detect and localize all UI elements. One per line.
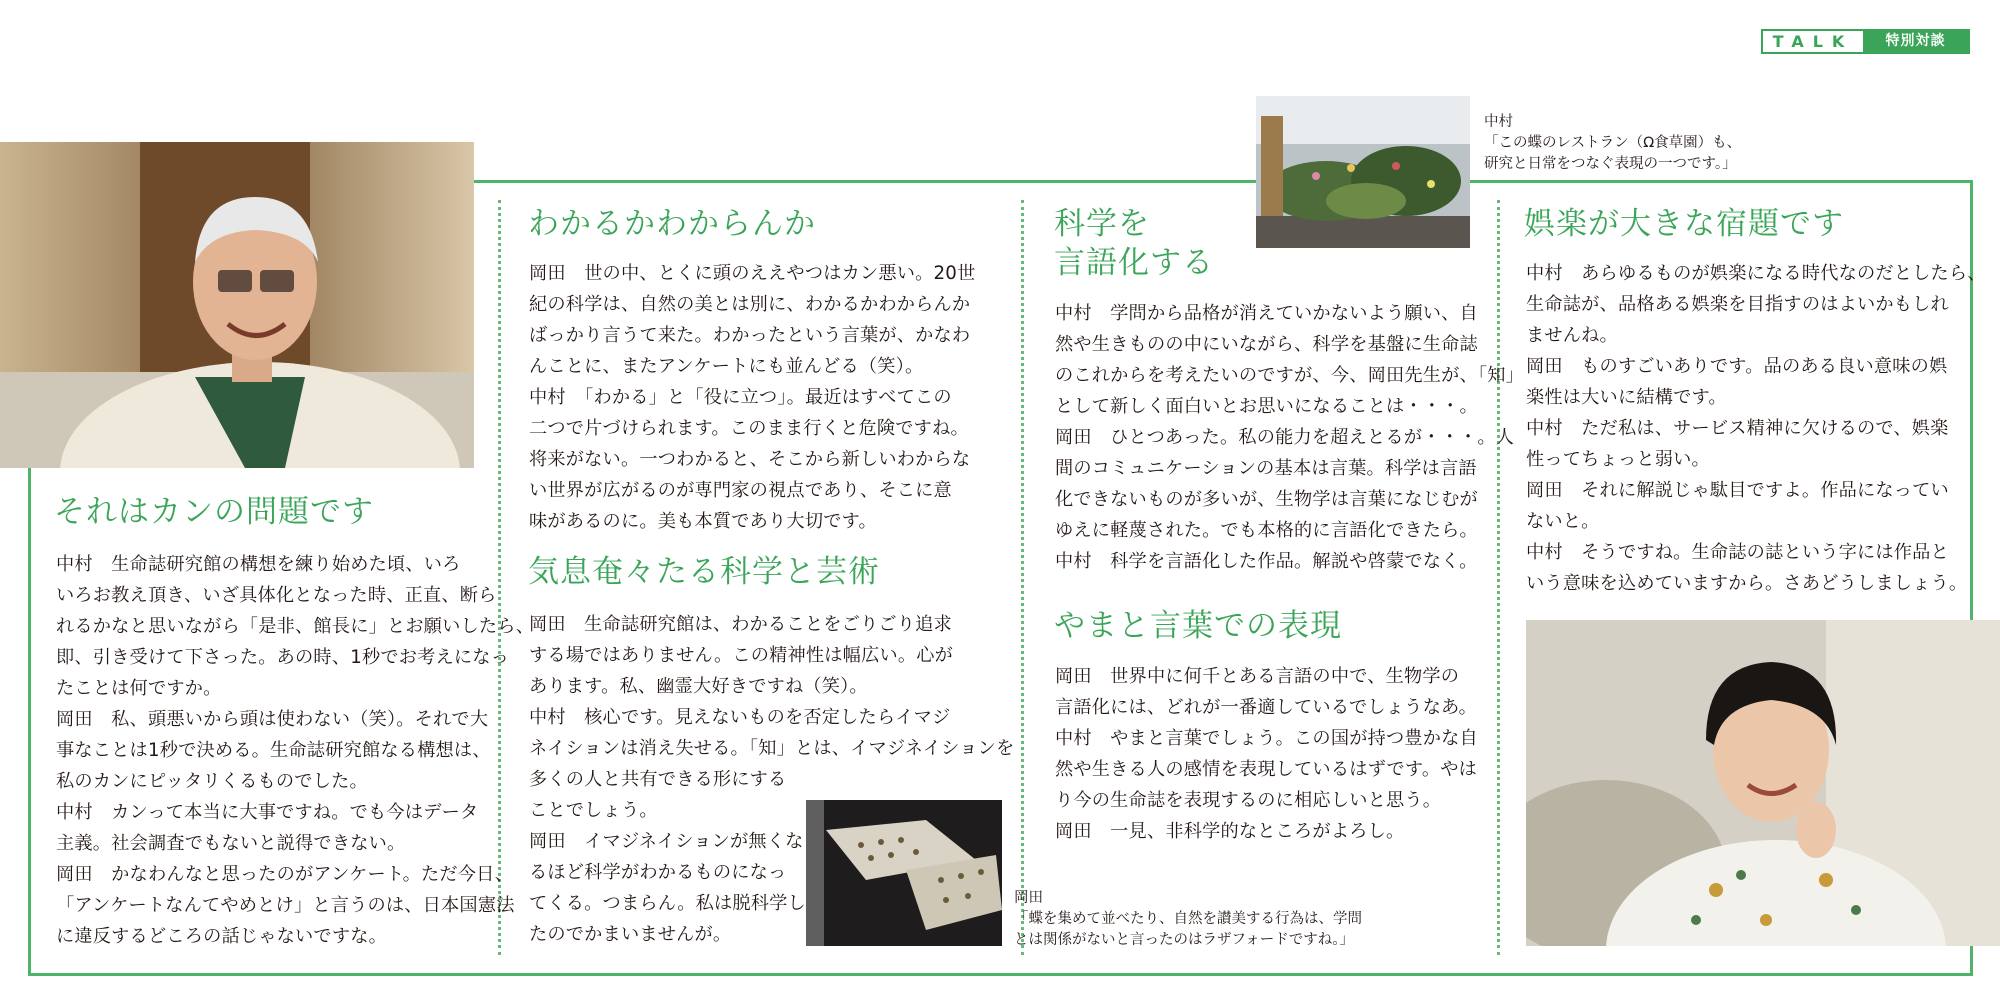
- section-body-entertainment: 中村 あらゆるものが娯楽になる時代なのだとしたら、 生命誌が、品格ある娯楽を目指すのはよいかもしれ ませんね。 岡田 ものすごいありです。品のある良い意味の娯 楽性は大いに結構です。 中村 ただ私は、サービス精神に欠けるので、娯楽 性ってちょっと弱い。 岡田 それに解説じゃ駄目ですよ。作品になってい ないと。 中村 そうですね。生命誌の誌という字には作品と いう意味を込めていますから。さあどうしましょう。: [1526, 263, 1986, 594]
- section-heading-kan: それはカンの問題です: [54, 494, 374, 530]
- nakamura-portrait-photo: [1526, 620, 2000, 946]
- frame-left: [28, 468, 31, 976]
- badge-talk-label: TALK: [1763, 31, 1863, 52]
- okada-portrait-photo: [0, 142, 474, 468]
- frame-top-left: [474, 180, 1256, 183]
- section-body-science-art: 岡田 生命誌研究館は、わかることをごりごり追求 する場ではありません。この精神性は幅広い。心が あります。私、幽霊大好きですね（笑）。 中村 核心です。見えないものを否定したらイマジ ネイションは消え失せる。「知」とは、イマジネイションを: [529, 614, 1015, 759]
- specimen-drawer-photo: [806, 800, 1002, 946]
- section-body-yamato: 岡田 世界中に何千とある言語の中で、生物学の 言語化には、どれが一番適しているでしょうなあ。 中村 やまと言葉でしょう。この国が持つ豊かな自 然や生きる人の感情を表現しているはずです。やは り今の生命誌を表現するのに相応しいと思う。 岡田 一見、非科学的なところがよろし。: [1055, 666, 1478, 842]
- column-divider-2: [1021, 200, 1024, 955]
- okada-portrait-illustration: [0, 142, 474, 468]
- caption-bottom: 岡田 「蝶を集めて並べたり、自然を讃美する行為は、学問 とは関係がないと言ったのはラザフォードですね。」: [1014, 890, 1362, 948]
- specimen-illustration: [806, 800, 1002, 946]
- section-heading-yamato: やまと言葉での表現: [1054, 608, 1342, 644]
- section-heading-science-art: 気息奄々たる科学と芸術: [528, 554, 880, 590]
- talk-badge: [1761, 29, 1970, 54]
- section-heading-wakaru: わかるかわからんか: [528, 206, 816, 242]
- caption-top: 中村 「この蝶のレストラン（Ω食草園）も、 研究と日常をつなぐ表現の一つです。」: [1484, 114, 1742, 172]
- butterfly-garden-photo: [1256, 96, 1470, 248]
- section-body-wakaru: 岡田 世の中、とくに頭のええやつはカン悪い。20世 紀の科学は、自然の美とは別に、わかるかわからんか ばっかり言うて来た。わかったという言葉が、かなわ んことに、またアンケートにも並んどる（笑）。 中村 「わかる」と「役に立つ」。最近はすべてこの 二つで片づけられます。このまま行くと危険ですね。 将来がない。一つわかると、そこから新しいわからな い世界が広がるのが専門家の視点であり、そこに意 味があるのに。美も本質であり大切です。: [529, 263, 976, 532]
- frame-top-right: [1470, 180, 1973, 183]
- garden-illustration: [1256, 96, 1470, 248]
- section-heading-entertainment: 娯楽が大きな宿題です: [1524, 206, 1844, 242]
- section-heading-verbalize: 科学を 言語化する: [1054, 206, 1214, 281]
- frame-bottom: [28, 973, 1973, 976]
- section-body-science-art-cont: 多くの人と共有できる形にする ことでしょう。 岡田 イマジネイションが無くな るほど科学がわかるものになっ てくる。つまらん。私は脱科学し たのでかまいませんが。: [529, 769, 806, 945]
- nakamura-portrait-illustration: [1526, 620, 2000, 946]
- section-body-verbalize: 中村 学問から品格が消えていかないよう願い、自 然や生きものの中にいながら、科学を基盤に生命誌 のこれからを考えたいのですが、今、岡田先生が、「知」 として新しく面白いとお思いになることは・・・。 岡田 ひとつあった。私の能力を超えとるが・・・。人 間のコミュニケーションの基本は言葉。科学は言語 化できないものが多いが、生物学は言葉になじむが ゆえに軽蔑された。でも本格的に言語化できたら。 中村 科学を言語化した作品。解説や啓蒙でなく。: [1055, 303, 1524, 572]
- badge-special-talk-label: 特別対談: [1863, 31, 1968, 52]
- section-body-kan: 中村 生命誌研究館の構想を練り始めた頃、いろ いろお教え頂き、いざ具体化となった時、正直、断ら れるかなと思いながら「是非、館長に」とお願いしたら、 即、引き受けて下さった。あの時、1秒でお考えになっ たことは何ですか。 岡田 私、頭悪いから頭は使わない（笑）。それで大 事なことは1秒で決める。生命誌研究館なる構想は、 私のカンにピッタリくるものでした。 中村 カンって本当に大事ですね。でも今はデータ 主義。社会調査でもないと説得できない。 岡田 かなわんなと思ったのがアンケート。ただ今日、 「アンケートなんてやめとけ」と言うのは、日本国憲法 に違反するどころの話じゃないですな。: [56, 554, 535, 947]
